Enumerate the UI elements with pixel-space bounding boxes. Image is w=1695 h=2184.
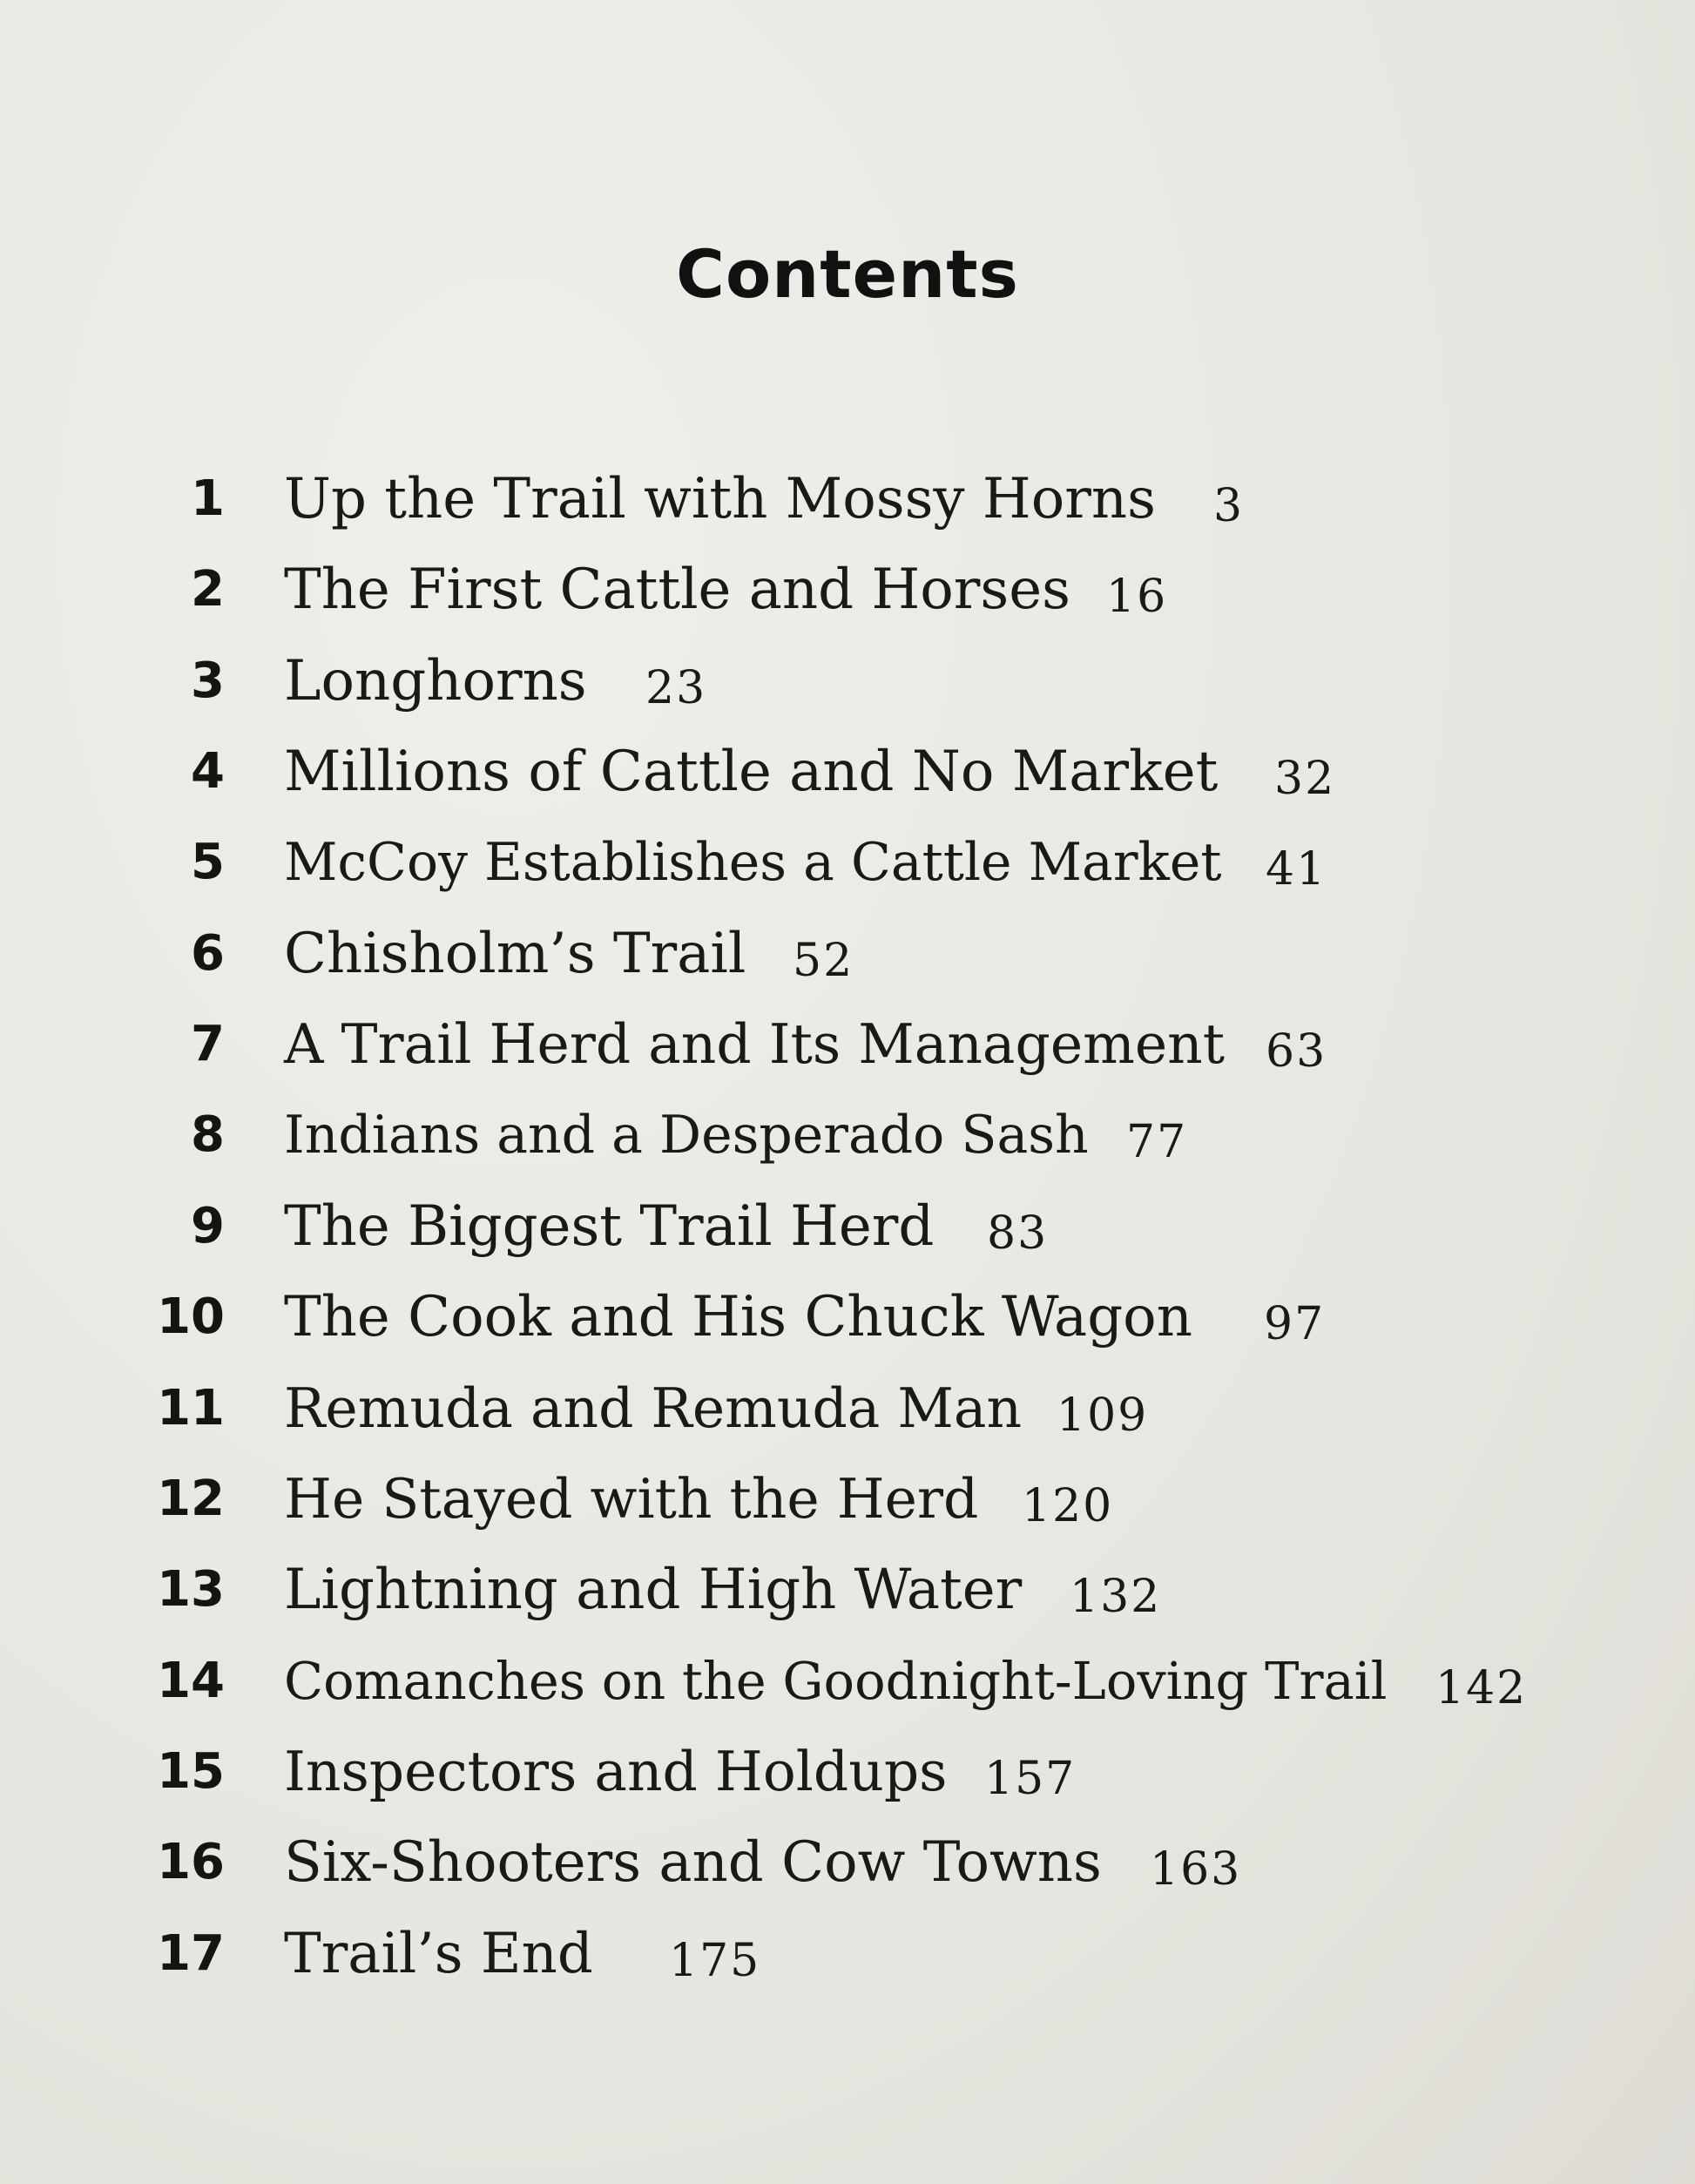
toc-entry — [0, 737, 1695, 824]
chapter-title: Trail’s End — [284, 1922, 593, 1986]
chapter-title: He Stayed with the Herd — [284, 1467, 979, 1531]
page-number: 175 — [669, 1935, 761, 1987]
page-number: 83 — [987, 1207, 1049, 1260]
chapter-number: 4 — [191, 743, 225, 800]
chapter-title: Remuda and Remuda Man — [284, 1376, 1023, 1440]
chapter-title: Millions of Cattle and No Market — [284, 740, 1219, 804]
page-number: 63 — [1266, 1025, 1327, 1078]
chapter-number: 7 — [191, 1016, 225, 1072]
chapter-title: The Cook and His Chuck Wagon — [284, 1285, 1192, 1349]
toc-entry — [0, 919, 1695, 1006]
toc-entry — [0, 464, 1695, 551]
toc-entry — [0, 1737, 1695, 1824]
chapter-title: Up the Trail with Mossy Horns — [284, 467, 1156, 531]
toc-entry — [0, 1282, 1695, 1369]
page-number: 77 — [1126, 1116, 1188, 1168]
chapter-number: 12 — [157, 1471, 225, 1527]
page-number: 157 — [984, 1753, 1077, 1805]
toc-entry — [0, 1828, 1695, 1915]
chapter-title: Chisholm’s Trail — [284, 922, 746, 986]
toc-entry — [0, 1464, 1695, 1552]
chapter-number: 10 — [157, 1288, 225, 1345]
chapter-title: The Biggest Trail Herd — [284, 1194, 935, 1259]
chapter-title: Inspectors and Holdups — [284, 1740, 948, 1803]
chapter-number: 13 — [157, 1561, 225, 1618]
page-number: 23 — [645, 662, 707, 714]
toc-entry — [0, 1192, 1695, 1279]
page-number: 163 — [1150, 1843, 1242, 1896]
page-number: 52 — [793, 935, 854, 987]
chapter-number: 1 — [191, 470, 225, 527]
chapter-number: 2 — [191, 561, 225, 618]
chapter-number: 14 — [157, 1653, 225, 1709]
page-number: 41 — [1266, 843, 1327, 896]
chapter-number: 5 — [191, 834, 225, 890]
chapter-title: Indians and a Desperado Sash — [284, 1105, 1089, 1166]
chapter-number: 3 — [191, 652, 225, 709]
toc-entry — [0, 1374, 1695, 1461]
toc-entry — [0, 1010, 1695, 1097]
page-number: 97 — [1264, 1298, 1326, 1350]
chapter-number: 11 — [157, 1380, 225, 1437]
chapter-number: 16 — [157, 1834, 225, 1890]
chapter-title: A Trail Herd and Its Management — [284, 1012, 1226, 1076]
toc-entry — [0, 1646, 1695, 1734]
toc-entry — [0, 1100, 1695, 1187]
toc-entry — [0, 1555, 1695, 1642]
page-number: 120 — [1022, 1480, 1114, 1532]
toc-entry — [0, 646, 1695, 734]
page-number: 32 — [1274, 753, 1336, 805]
chapter-number: 9 — [191, 1198, 225, 1254]
chapter-title: Six-Shooters and Cow Towns — [284, 1830, 1102, 1895]
chapter-number: 17 — [157, 1925, 225, 1982]
chapter-title: Comanches on the Goodnight-Loving Trail — [284, 1651, 1388, 1711]
chapter-number: 15 — [157, 1743, 225, 1800]
chapter-title: Longhorns — [284, 649, 587, 713]
contents-heading: Contents — [676, 235, 1019, 313]
page-number: 109 — [1057, 1390, 1149, 1442]
chapter-title: The First Cattle and Horses — [284, 558, 1070, 622]
page-number: 16 — [1106, 571, 1168, 623]
toc-entry — [0, 828, 1695, 915]
chapter-number: 8 — [191, 1106, 225, 1163]
toc-entry — [0, 555, 1695, 642]
page-number: 132 — [1070, 1571, 1162, 1623]
page-number: 142 — [1435, 1662, 1528, 1714]
chapter-number: 6 — [191, 925, 225, 982]
chapter-title: Lightning and High Water — [284, 1558, 1023, 1622]
chapter-title: McCoy Establishes a Cattle Market — [284, 832, 1222, 893]
page-number: 3 — [1213, 480, 1245, 532]
toc-entry — [0, 1919, 1695, 2006]
